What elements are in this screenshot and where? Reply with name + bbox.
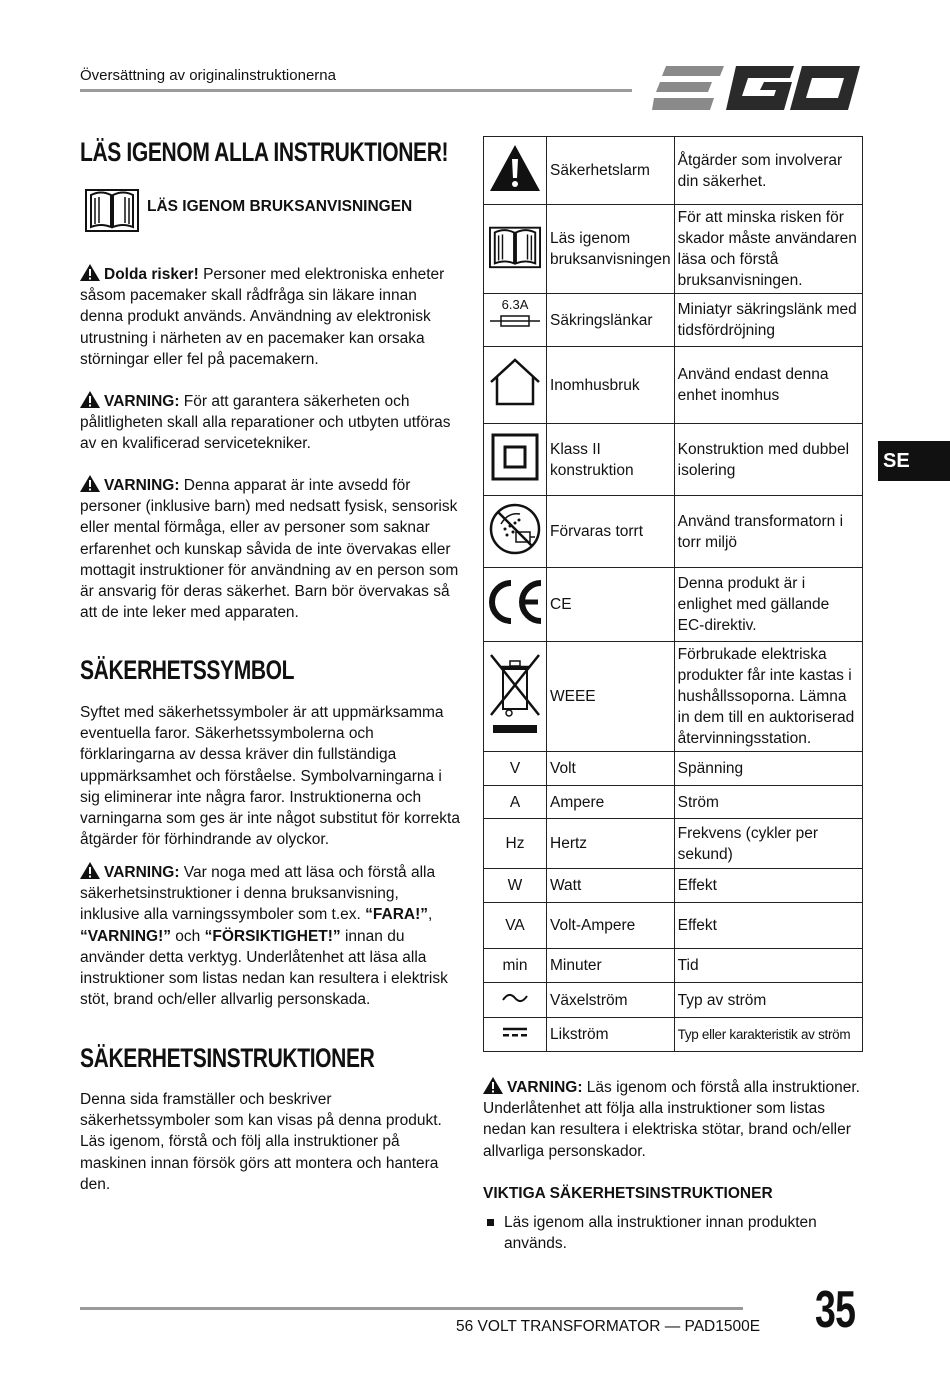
symbol-cell: V xyxy=(484,752,547,786)
symbol-desc: Typ av ström xyxy=(674,983,862,1018)
symbol-desc: Frekvens (cykler per sekund) xyxy=(674,819,862,869)
keep-dry-icon xyxy=(488,502,542,556)
symbol-cell xyxy=(484,1018,547,1052)
warning-1-lead: VARNING: xyxy=(104,393,180,410)
symbol-table xyxy=(483,136,863,1052)
hidden-risk-paragraph xyxy=(80,264,460,370)
right-warning-lead: VARNING: xyxy=(507,1079,583,1096)
symbol-desc: Effekt xyxy=(674,903,862,949)
warning-3-lead: VARNING: xyxy=(104,864,180,881)
symbol-cell: VA xyxy=(484,903,547,949)
forsiktighet-term: “FÖRSIKTIGHET!” xyxy=(204,927,341,945)
table-row xyxy=(484,568,863,642)
warning-triangle-icon xyxy=(80,264,100,281)
symbol-desc: För att minska risken för skador måste användaren läsa och förstå bruksanvisningen. xyxy=(674,205,862,294)
warning-2-text: Denna apparat är inte avsedd för personer (inklusive barn) med nedsatt fysisk, sensorisk eller mental förmåga, eller av personer som saknar erfarenhet och kunskap såvida de inte övervakas eller mottagit instruktioner för användning av en person som är ansvarig för deras säkerhet. Barn bör övervakas så att de inte leker med apparaten. xyxy=(80,477,459,622)
symbol-cell: W xyxy=(484,869,547,903)
symbol-name: Volt xyxy=(547,752,675,786)
symbol-cell xyxy=(484,137,547,205)
table-row xyxy=(484,949,863,983)
symbol-name: Hertz xyxy=(547,819,675,869)
symbol-name: Säkerhetslarm xyxy=(547,137,675,205)
bullet-icon xyxy=(487,1219,494,1226)
book-icon xyxy=(85,186,139,232)
warning-triangle-icon xyxy=(80,862,100,879)
symbol-paragraph: Syftet med säkerhetssymboler är att uppmärksamma eventuella faror. Säkerhetssymbolerna och förklaringarna av dessa kräver din fullständiga uppmärksamhet och förståelse. Symbolvarningarna i sig eliminerar inte några faror. Instruktionerna och varningarna som ges är inte något substitut för korrekta åtgärder för förhindrande av olyckor. xyxy=(80,704,460,849)
warning-1-paragraph xyxy=(80,391,460,455)
fuse-label: 6.3A xyxy=(501,296,529,312)
header-divider xyxy=(80,89,632,92)
symbol-cell xyxy=(484,568,547,642)
direct-current-icon xyxy=(502,1025,528,1039)
table-row xyxy=(484,347,863,424)
heading-read-all: LÄS IGENOM ALLA INSTRUKTIONER! xyxy=(80,137,449,167)
table-row xyxy=(484,819,863,869)
warning-2-lead: VARNING: xyxy=(104,477,180,494)
important-heading: VIKTIGA SÄKERHETSINSTRUKTIONER xyxy=(483,1185,773,1202)
symbol-desc: Ström xyxy=(674,786,862,819)
warning-3-och: och xyxy=(171,927,205,945)
symbol-cell xyxy=(484,347,547,424)
symbol-cell xyxy=(484,496,547,568)
table-row xyxy=(484,983,863,1018)
symbol-desc: Förbrukade elektriska produkter får inte kastas i hushållssoporna. Lämna in dem till en auktoriserad återvinningsstation. xyxy=(674,642,862,752)
symbol-desc: Tid xyxy=(674,949,862,983)
fuse-icon xyxy=(490,315,540,327)
fara-term: “FARA!” xyxy=(365,906,428,924)
symbol-desc: Konstruktion med dubbel isolering xyxy=(674,424,862,496)
symbol-cell xyxy=(484,205,547,294)
symbol-name: Läs igenom bruksanvisningen xyxy=(547,205,675,294)
symbol-cell: min xyxy=(484,949,547,983)
page-number: 35 xyxy=(815,1281,856,1339)
warning-triangle-icon xyxy=(483,1077,503,1094)
warning-2-paragraph xyxy=(80,475,464,623)
warning-3-paragraph xyxy=(80,862,460,1010)
symbol-name: Watt xyxy=(547,869,675,903)
ce-icon xyxy=(485,579,545,625)
symbol-name: CE xyxy=(547,568,675,642)
heading-safety-symbol: SÄKERHETSSYMBOL xyxy=(80,655,295,685)
symbol-cell xyxy=(484,642,547,752)
symbol-desc: Denna produkt är i enlighet med gällande EC-direktiv. xyxy=(674,568,862,642)
heading-safety-instructions: SÄKERHETSINSTRUKTIONER xyxy=(80,1043,375,1073)
warning-triangle-icon xyxy=(80,391,100,408)
table-row xyxy=(484,496,863,568)
hidden-risk-text: Personer med elektroniska enheter såsom pacemaker skall rådfråga sin läkare innan denna produkt används. Användning av elektronisk utrustning i närheten av en pacemaker kan orsaka störningar eller fel på pacemakern. xyxy=(80,266,445,368)
symbol-name: Volt-Ampere xyxy=(547,903,675,949)
table-row xyxy=(484,903,863,949)
warning-triangle-icon xyxy=(80,475,100,492)
symbol-cell xyxy=(484,294,547,347)
symbol-name: Likström xyxy=(547,1018,675,1052)
warning-3-comma: , xyxy=(428,906,433,924)
book-icon xyxy=(489,223,541,269)
footer-product: 56 VOLT TRANSFORMATOR — PAD1500E xyxy=(456,1318,761,1335)
symbol-desc: Använd transformatorn i torr miljö xyxy=(674,496,862,568)
symbol-desc: Typ eller karakteristik av ström xyxy=(674,1018,862,1052)
warning-3-text-a: Var noga med att läsa och förstå alla säkerhetsinstruktioner i denna bruksanvisning, inklusive alla varningssymboler som t.ex. xyxy=(80,864,436,924)
read-manual-label: LÄS IGENOM BRUKSANVISNINGEN xyxy=(147,198,413,215)
symbol-name: Klass II konstruktion xyxy=(547,424,675,496)
table-row xyxy=(484,205,863,294)
footer-divider xyxy=(80,1307,743,1310)
instructions-paragraph: Denna sida framställer och beskriver säkerhetssymboler som kan visas på denna produkt. Läs igenom, förstå och följ alla instruktioner på maskinen innan försök görs att montera och hantera den. xyxy=(80,1091,442,1193)
symbol-name: Inomhusbruk xyxy=(547,347,675,424)
warning-triangle-icon xyxy=(489,144,541,192)
symbol-cell xyxy=(484,983,547,1018)
symbol-desc: Miniatyr säkringslänk med tidsfördröjning xyxy=(674,294,862,347)
table-row xyxy=(484,642,863,752)
language-tab: SE xyxy=(878,441,950,481)
symbol-name: Minuter xyxy=(547,949,675,983)
table-row xyxy=(484,786,863,819)
warning-3-text-b: innan du använder detta verktyg. Underlåtenhet att läsa alla instruktioner som listas nedan kan resultera i elektrisk stöt, brand och/eller allvarlig personskada. xyxy=(80,927,448,1009)
table-row xyxy=(484,1018,863,1052)
table-row xyxy=(484,752,863,786)
list-item-text: Läs igenom alla instruktioner innan produkten används. xyxy=(504,1214,817,1253)
hidden-risk-lead: Dolda risker! xyxy=(104,266,199,283)
symbol-cell xyxy=(484,424,547,496)
symbol-desc: Effekt xyxy=(674,869,862,903)
symbol-desc: Spänning xyxy=(674,752,862,786)
symbol-name: Förvaras torrt xyxy=(547,496,675,568)
list-item xyxy=(487,1212,827,1254)
alternating-current-icon xyxy=(501,991,529,1005)
symbol-name: Ampere xyxy=(547,786,675,819)
right-warning-text: Läs igenom och förstå alla instruktioner. Underlåtenhet att följa alla instruktioner som listas nedan kan resultera i elektriska stötar, brand och/eller allvarliga personskador. xyxy=(483,1079,860,1160)
symbol-name: Växelström xyxy=(547,983,675,1018)
symbol-name: WEEE xyxy=(547,642,675,752)
table-row xyxy=(484,294,863,347)
symbol-name: Säkringslänkar xyxy=(547,294,675,347)
table-row xyxy=(484,424,863,496)
header-title: Översättning av originalinstruktionerna xyxy=(80,67,336,84)
table-row xyxy=(484,137,863,205)
house-icon xyxy=(489,358,541,406)
class-ii-icon xyxy=(491,433,539,481)
weee-icon xyxy=(489,651,541,737)
table-row xyxy=(484,869,863,903)
symbol-desc: Åtgärder som involverar din säkerhet. xyxy=(674,137,862,205)
symbol-desc: Använd endast denna enhet inomhus xyxy=(674,347,862,424)
symbol-cell: A xyxy=(484,786,547,819)
symbol-cell: Hz xyxy=(484,819,547,869)
ego-logo xyxy=(652,62,862,114)
right-warning-paragraph xyxy=(483,1077,867,1162)
warning-1-text: För att garantera säkerheten och pålitligheten skall alla reparationer och utbyten utföras av en kvalificerad servicetekniker. xyxy=(80,393,451,453)
varning-term: “VARNING!” xyxy=(80,927,171,945)
